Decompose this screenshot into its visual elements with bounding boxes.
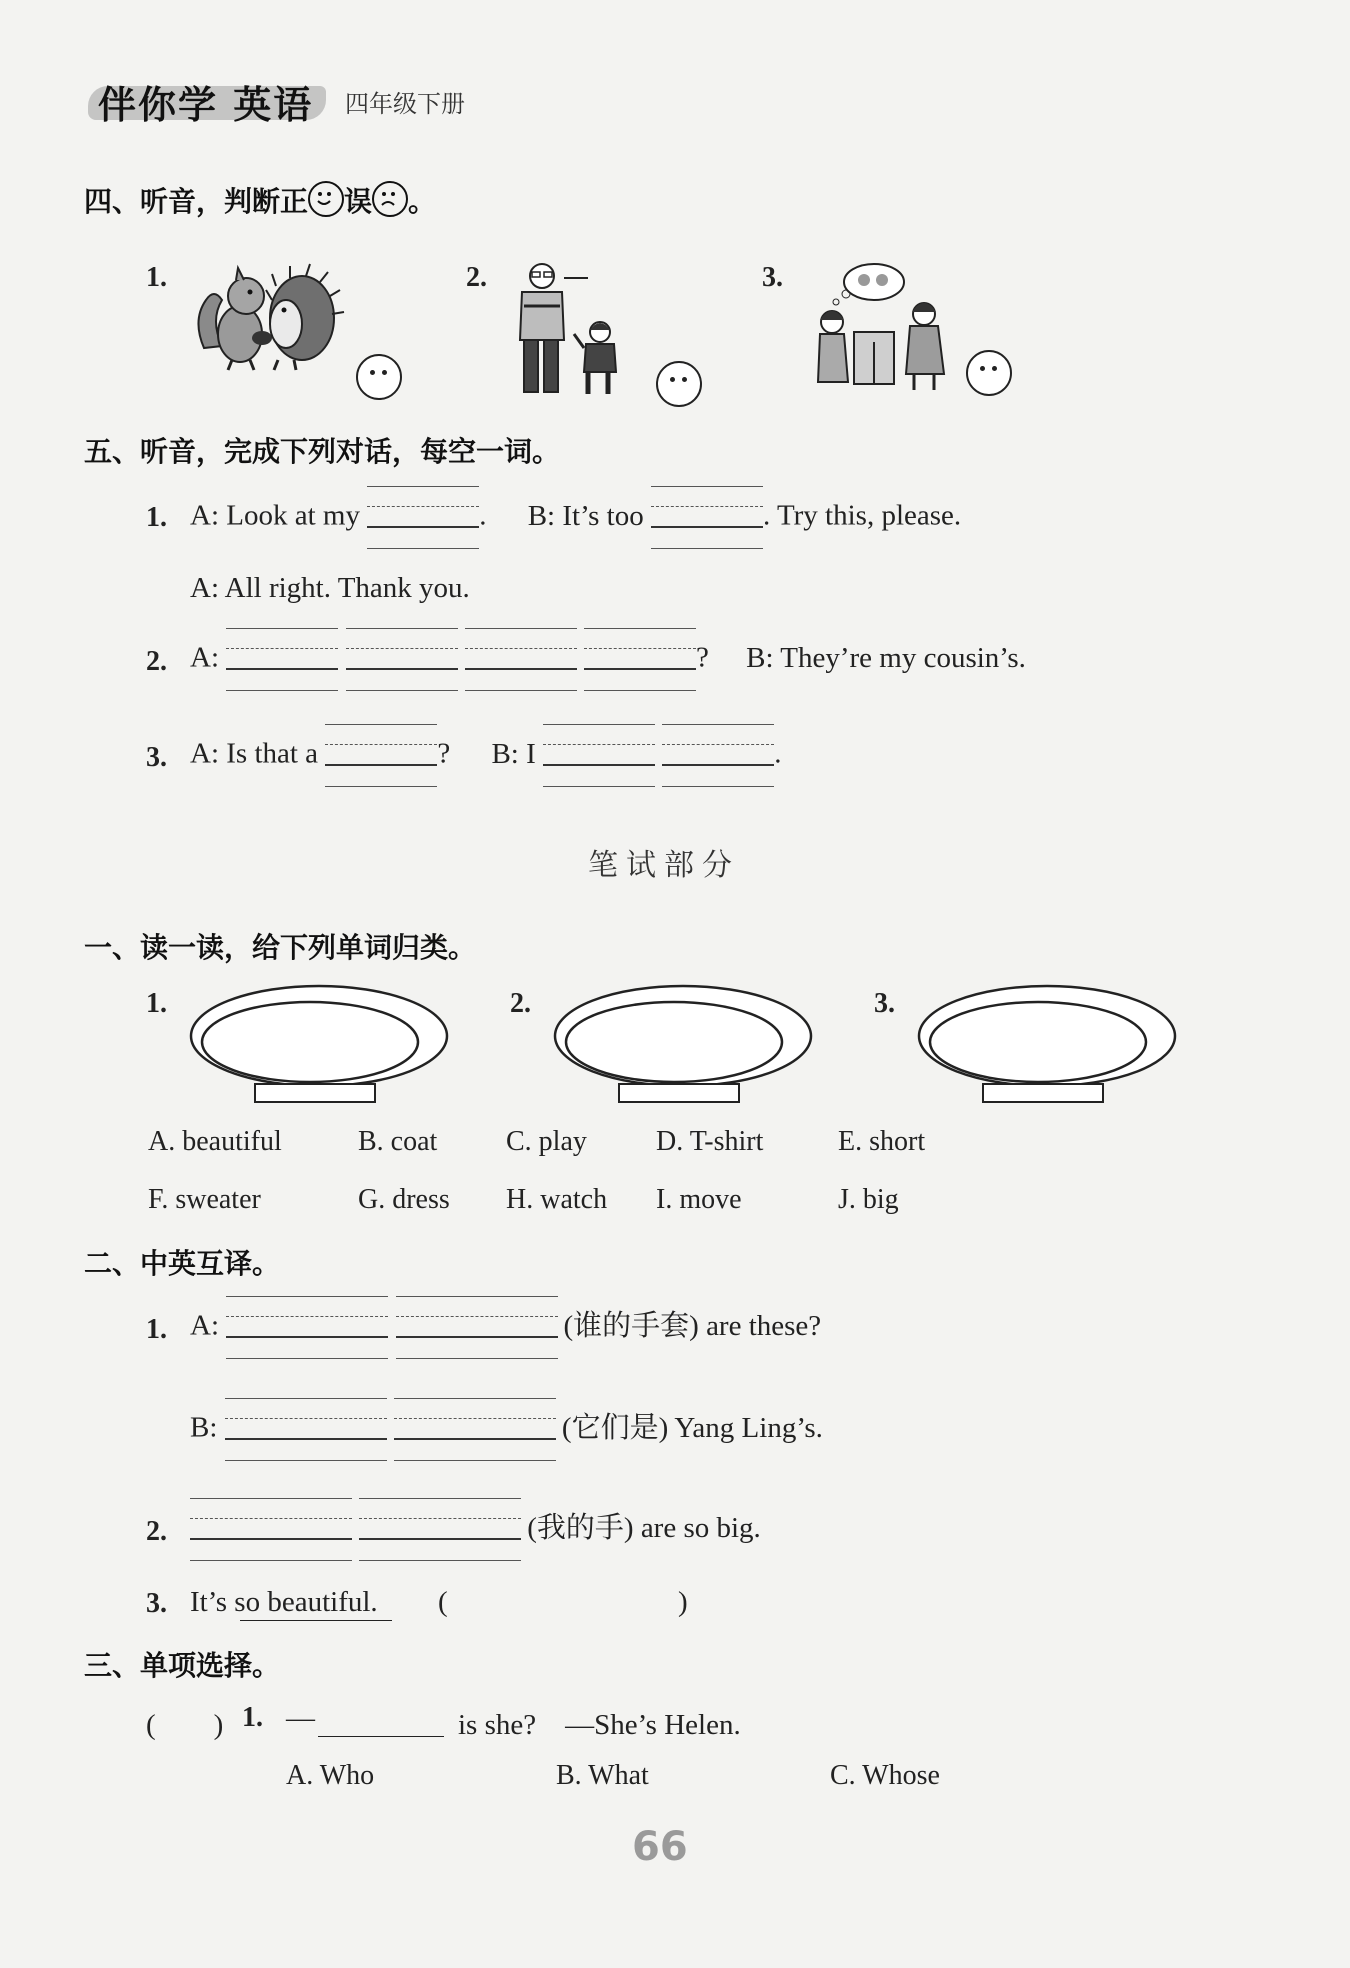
w2-1-a-text: A: <box>190 1309 219 1342</box>
w2-2-number: 2. <box>146 1516 167 1547</box>
man-boy-picture <box>508 260 632 400</box>
q5-1-b-text: B: It’s too <box>527 499 644 532</box>
written-part-title: 笔试部分 <box>588 848 740 883</box>
bowl-1[interactable] <box>188 984 450 1104</box>
q5-2-a-text: A: <box>190 641 219 674</box>
w3-1-question: is she? —She’s Helen. <box>458 1709 741 1741</box>
picture-1-number: 1. <box>146 262 167 293</box>
girls-trousers-picture <box>810 262 946 392</box>
q5-3-blank-3[interactable] <box>662 724 774 788</box>
w2-3-underline <box>240 1620 392 1621</box>
q5-3-qmark: ? <box>437 737 451 770</box>
w2-1-number: 1. <box>146 1314 167 1345</box>
q5-2-b-text: B: They’re my cousin’s. <box>746 641 1026 674</box>
word-f: F. sweater <box>148 1184 261 1215</box>
word-a: A. beautiful <box>148 1126 282 1157</box>
q5-1-blank-1[interactable] <box>367 486 479 550</box>
w3-1-option-a[interactable]: A. Who <box>286 1760 375 1791</box>
q5-1-a-text: A: Look at my <box>190 499 360 532</box>
word-i: I. move <box>656 1184 742 1215</box>
q5-3-dot: . <box>774 737 782 770</box>
w2-1-blank-4[interactable] <box>394 1398 556 1462</box>
w3-1-option-c[interactable]: C. Whose <box>830 1760 940 1791</box>
q5-1-number: 1. <box>146 502 167 533</box>
q5-3-line <box>190 724 782 788</box>
w2-3-paren-close: ) <box>678 1586 688 1618</box>
q5-2-blank-3[interactable] <box>465 628 577 692</box>
q5-3-blank-2[interactable] <box>543 724 655 788</box>
word-e: E. short <box>838 1126 926 1157</box>
q5-2-blank-1[interactable] <box>226 628 338 692</box>
happy-face-icon <box>308 181 344 217</box>
book-title: 伴你学 英语 <box>98 83 314 127</box>
w3-1-answer-paren[interactable]: ( ) <box>146 1709 224 1741</box>
section-4-mid: 误 <box>344 185 373 218</box>
smiley-answer-2[interactable] <box>656 361 702 407</box>
section-5-heading: 五、听音，完成下列对话，每空一词。 <box>84 435 561 468</box>
smiley-answer-1[interactable] <box>356 354 402 400</box>
word-h: H. watch <box>506 1184 608 1215</box>
picture-2-number: 2. <box>466 262 487 293</box>
grade-label: 四年级下册 <box>345 90 465 118</box>
sad-face-icon <box>372 181 408 217</box>
q5-3-blank-1[interactable] <box>325 724 437 788</box>
w2-3-answer-space[interactable] <box>452 1586 672 1620</box>
bowl-3[interactable] <box>916 984 1178 1104</box>
w2-1-blank-3[interactable] <box>225 1398 387 1462</box>
word-c: C. play <box>506 1126 587 1157</box>
w3-1-number: 1. <box>242 1702 263 1733</box>
w2-1-a-end: (谁的手套) are these? <box>563 1309 822 1342</box>
w2-1-line-a <box>190 1296 821 1360</box>
q5-2-line <box>190 628 1026 692</box>
section-4-end: 。 <box>408 185 437 218</box>
w2-1-b-text: B: <box>190 1411 218 1444</box>
written-3-heading: 三、单项选择。 <box>84 1649 281 1682</box>
w3-1-option-b[interactable]: B. What <box>556 1760 649 1791</box>
section-4-heading-text: 四、听音，判断正 <box>84 185 309 218</box>
written-2-heading: 二、中英互译。 <box>84 1247 281 1280</box>
section-4-heading <box>84 180 436 220</box>
w2-3-number: 3. <box>146 1588 167 1619</box>
w2-1-blank-2[interactable] <box>396 1296 558 1360</box>
word-j: J. big <box>838 1184 899 1215</box>
squirrel-hedgehog-picture <box>192 260 352 372</box>
q5-1-line-a2: A: All right. Thank you. <box>190 572 470 604</box>
w2-2-blank-1[interactable] <box>190 1498 352 1562</box>
q5-1-end: . Try this, please. <box>762 499 962 532</box>
bowl-2-number: 2. <box>510 988 531 1019</box>
word-g: G. dress <box>358 1184 450 1215</box>
w2-1-b-end: (它们是) Yang Ling’s. <box>561 1411 823 1444</box>
w2-2-end: (我的手) are so big. <box>527 1511 761 1544</box>
picture-3-number: 3. <box>762 262 783 293</box>
word-b: B. coat <box>358 1126 438 1157</box>
q5-2-qmark: ? <box>696 641 709 674</box>
q5-3-number: 3. <box>146 742 167 773</box>
q5-2-blank-2[interactable] <box>346 628 458 692</box>
w2-1-blank-1[interactable] <box>226 1296 388 1360</box>
q5-1-line-a <box>190 486 961 550</box>
bowl-3-number: 3. <box>874 988 895 1019</box>
w3-1-dash: — <box>286 1702 315 1734</box>
w2-2-blank-2[interactable] <box>359 1498 521 1562</box>
q5-2-blank-4[interactable] <box>584 628 696 692</box>
w3-1-blank[interactable] <box>318 1736 444 1737</box>
q5-3-a-text: A: Is that a <box>190 737 319 770</box>
bowl-2[interactable] <box>552 984 814 1104</box>
q5-1-dot: . <box>479 499 487 532</box>
w2-2-line <box>190 1498 761 1562</box>
q5-2-number: 2. <box>146 646 167 677</box>
written-1-heading: 一、读一读，给下列单词归类。 <box>84 931 477 964</box>
w2-3-sentence: It’s so beautiful. <box>190 1586 378 1618</box>
q5-3-b-text: B: I <box>491 737 536 770</box>
page-number: 66 <box>632 1824 688 1870</box>
w2-1-line-b <box>190 1398 823 1462</box>
bowl-1-number: 1. <box>146 988 167 1019</box>
word-d: D. T-shirt <box>656 1126 764 1157</box>
q5-1-blank-2[interactable] <box>651 486 763 550</box>
smiley-answer-3[interactable] <box>966 350 1012 396</box>
w2-3-paren-open: ( <box>438 1586 448 1618</box>
